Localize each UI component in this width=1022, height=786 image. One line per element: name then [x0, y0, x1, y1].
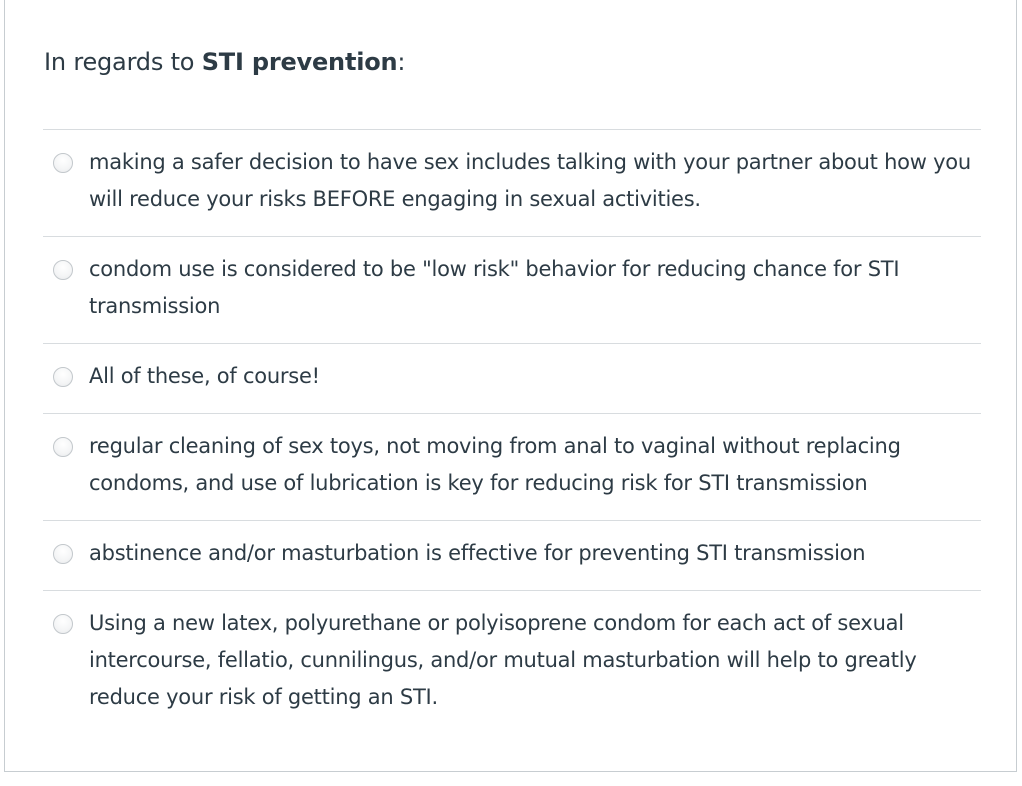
- radio-button[interactable]: [53, 544, 73, 564]
- question-emphasis: STI prevention: [201, 48, 398, 76]
- answer-label: Using a new latex, polyurethane or polyisoprene condom for each act of sexual intercourse, fellatio, cunnilingus, and/or mutual masturbation will help to greatly reduce your risk of getting an STI.: [89, 611, 917, 709]
- question-text: [44, 46, 405, 78]
- radio-button[interactable]: [53, 437, 73, 457]
- answer-label: All of these, of course!: [89, 364, 320, 388]
- radio-button[interactable]: [53, 260, 73, 280]
- question-card: [4, 0, 1017, 772]
- answer-label: regular cleaning of sex toys, not moving from anal to vaginal without replacing condoms, and use of lubrication is key for reducing risk for STI transmission: [89, 434, 901, 495]
- answer-label: abstinence and/or masturbation is effective for preventing STI transmission: [89, 541, 866, 565]
- answer-label: making a safer decision to have sex includes talking with your partner about how you will reduce your risks BEFORE engaging in sexual activities.: [89, 150, 971, 211]
- radio-button[interactable]: [53, 153, 73, 173]
- answer-option-4[interactable]: [43, 414, 981, 521]
- radio-button[interactable]: [53, 367, 73, 387]
- question-suffix: :: [397, 48, 406, 76]
- answer-option-5[interactable]: [43, 521, 981, 591]
- radio-button[interactable]: [53, 614, 73, 634]
- answer-option-3[interactable]: [43, 344, 981, 414]
- answer-option-2[interactable]: [43, 237, 981, 344]
- answer-list: [43, 129, 981, 731]
- question-prefix: In regards to: [44, 48, 202, 76]
- answer-option-6[interactable]: [43, 591, 981, 731]
- answer-option-1[interactable]: [43, 130, 981, 237]
- answer-label: condom use is considered to be "low risk" behavior for reducing chance for STI transmission: [89, 257, 900, 318]
